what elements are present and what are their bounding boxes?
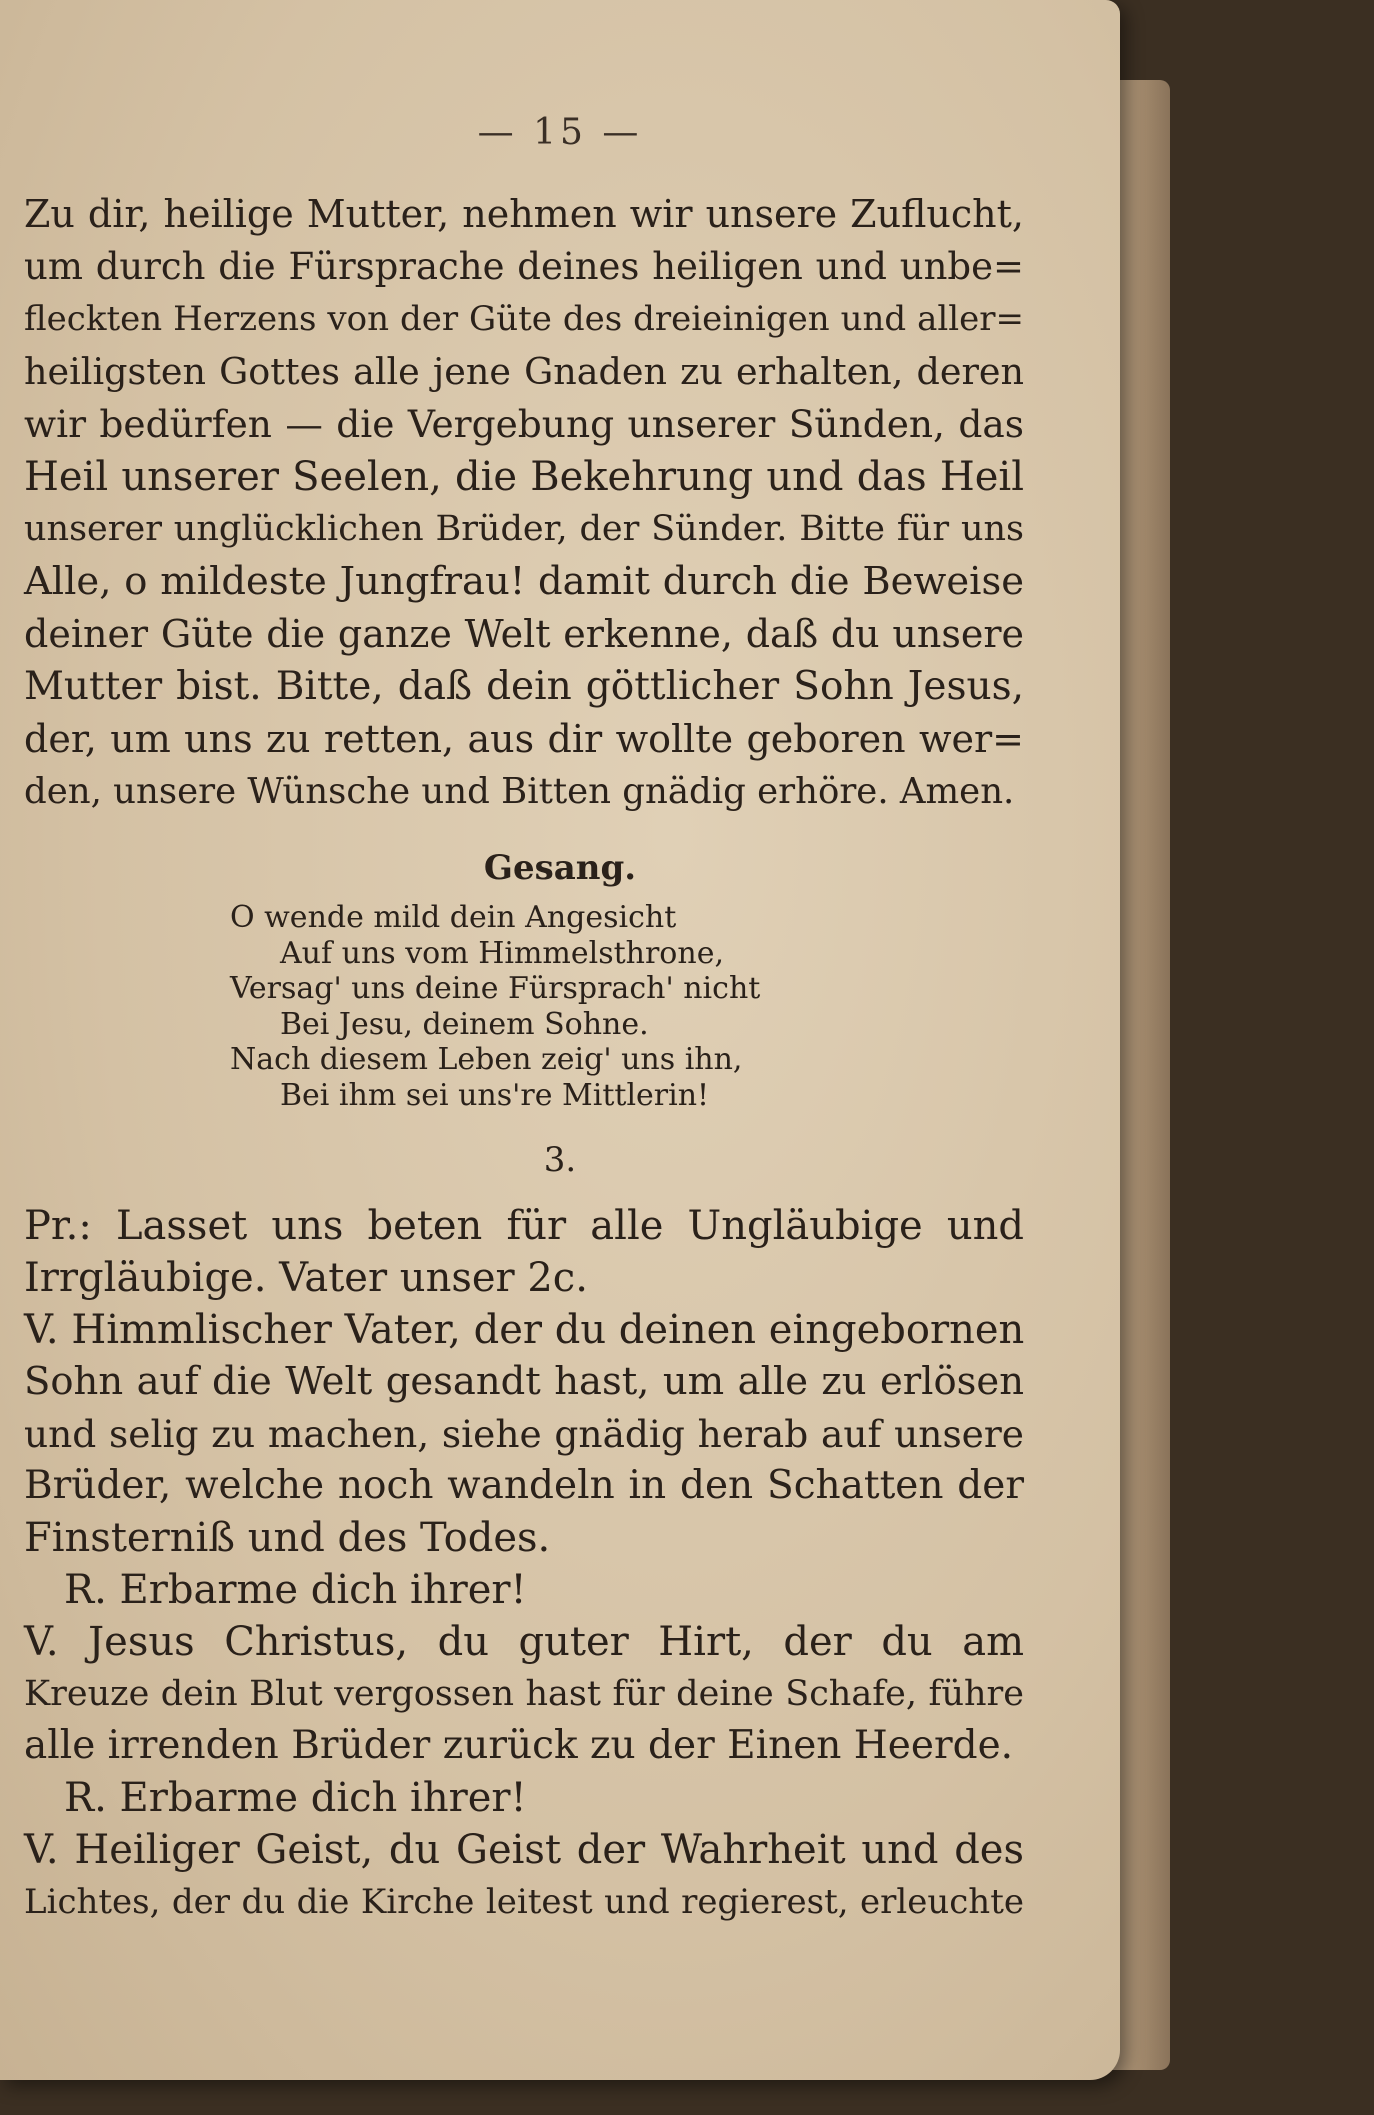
text-line: der, um uns zu retten, aus dir wollte geboren wer= [24,717,1024,761]
hymn-line: Bei ihm sei uns're Mittlerin! [280,1077,710,1113]
litany-line: Irrgläubige. Vater unser 2c. [24,1255,588,1301]
litany-line: Brüder, welche noch wandeln in den Schatten der [24,1463,1024,1508]
text-line: Zu dir, heilige Mutter, nehmen wir unsere Zuflucht, [24,192,1024,236]
response-line: R. Erbarme dich ihrer! [64,1775,527,1821]
litany-line: und selig zu machen, siehe gnädig herab auf unsere [24,1412,1024,1456]
text-line: Mutter bist. Bitte, daß dein göttlicher Sohn Jesus, [24,663,1024,709]
section-number: 3. [543,1140,577,1180]
litany-line: Sohn auf die Welt gesandt hast, um alle zu erlösen [24,1359,1024,1404]
text-line: Alle, o mildeste Jungfrau! damit durch die Beweise [24,558,1024,604]
text-line: unserer unglücklichen Brüder, der Sünder. Bitte für uns [24,509,1024,549]
hymn-line: Nach diesem Leben zeig' uns ihn, [230,1042,743,1077]
litany-line: V. Jesus Christus, du guter Hirt, der du am [24,1619,1024,1665]
litany-line: Lichtes, der du die Kirche leitest und regierest, erleuchte [24,1882,1024,1922]
page-number: — 15 — [477,112,643,153]
text-line: um durch die Fürsprache deines heiligen und unbe= [24,244,1024,288]
hymn-line: Bei Jesu, deinem Sohne. [280,1006,649,1042]
response-line: R. Erbarme dich ihrer! [64,1567,527,1613]
litany-section [24,1200,1024,1928]
hymn-line: O wende mild dein Angesicht [230,900,677,935]
text-line: fleckten Herzens von der Güte des dreieinigen und aller= [24,299,1024,339]
litany-line: Finsterniß und des Todes. [24,1515,551,1561]
litany-line: Kreuze dein Blut vergossen hast für deine Schafe, führe [24,1674,1024,1714]
text-line: heiligsten Gottes alle jene Gnaden zu erhalten, deren [24,349,1024,393]
hymn-line: Versag' uns deine Fürsprach' nicht [230,971,761,1006]
text-line: den, unsere Wünsche und Bitten gnädig erhöre. Amen. [24,770,1015,812]
litany-line: V. Himmlischer Vater, der du deinen eingebornen [24,1307,1025,1353]
hymn-heading: Gesang. [483,848,637,888]
text-line: wir bedürfen — die Vergebung unserer Sünden, das [24,402,1024,446]
hymn-verse [230,900,790,1113]
litany-line: alle irrenden Brüder zurück zu der Einen Heerde. [24,1723,1014,1768]
hymn-line: Auf uns vom Himmelsthrone, [280,935,724,971]
text-line: Heil unserer Seelen, die Bekehrung und das Heil [24,453,1024,500]
paragraph-prayer-to-mother [24,188,1024,818]
litany-line: V. Heiliger Geist, du Geist der Wahrheit und des [24,1827,1024,1873]
litany-line: Pr.: Lasset uns beten für alle Ungläubige und [24,1203,1024,1249]
text-line: deiner Güte die ganze Welt erkenne, daß du unsere [24,612,1024,656]
